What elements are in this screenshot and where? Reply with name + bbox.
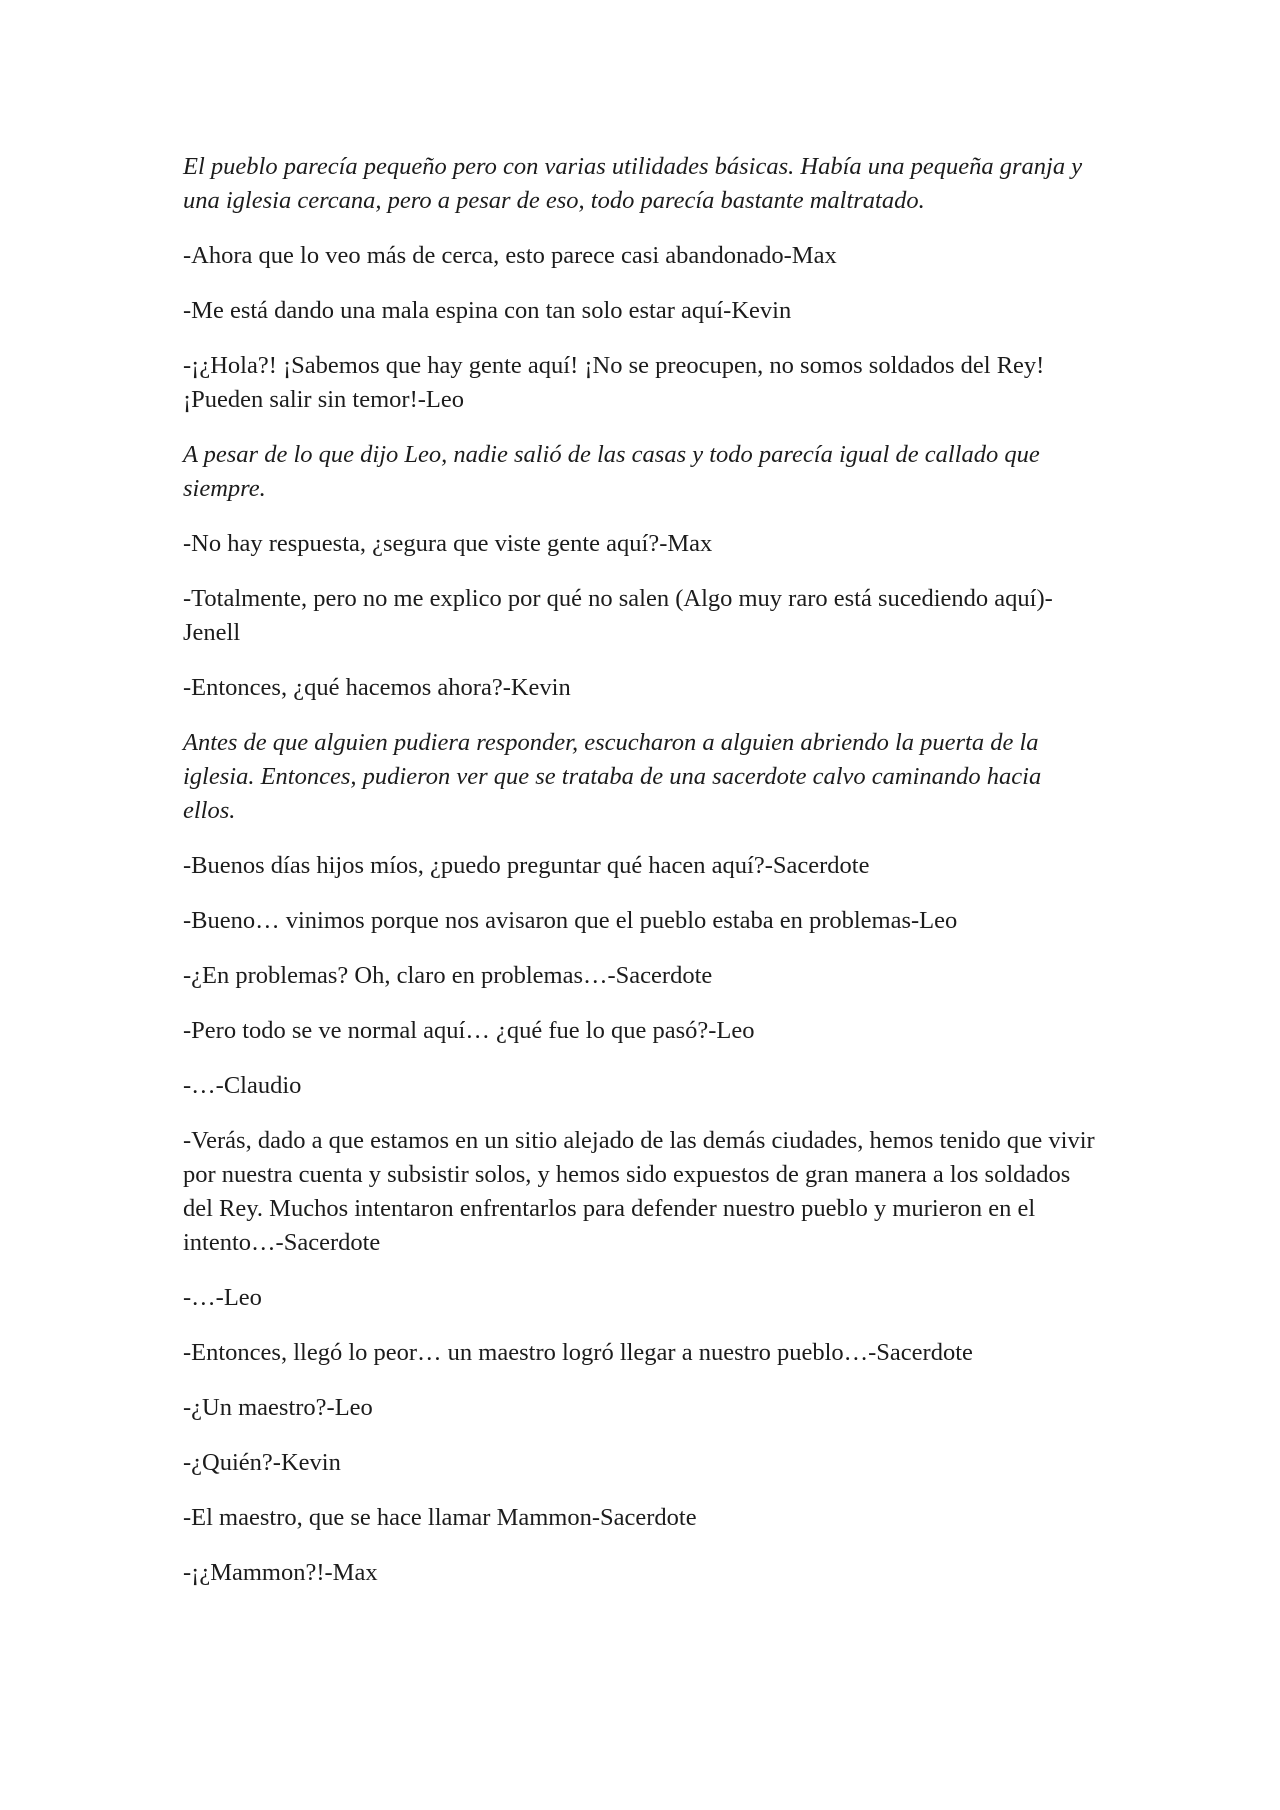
- narration-paragraph: El pueblo parecía pequeño pero con varias utilidades básicas. Había una pequeña granja y una iglesia cercana, pero a pesar de eso, todo parecía bastante maltratado.: [183, 153, 1083, 214]
- dialogue-line-sacerdote: -Buenos días hijos míos, ¿puedo preguntar qué hacen aquí?-Sacerdote: [183, 852, 870, 879]
- dialogue-line-sacerdote: -Verás, dado a que estamos en un sitio alejado de las demás ciudades, hemos tenido que vivir por nuestra cuenta y subsistir solos, y hemos sido expuestos de gran manera a los soldados del Rey. Muchos intentaron enfrentarlos para defender nuestro pueblo y murieron en el intento…-Sacerdote: [183, 1127, 1095, 1256]
- dialogue-line-leo: -…-Leo: [183, 1284, 262, 1311]
- dialogue-line-max: -No hay respuesta, ¿segura que viste gente aquí?-Max: [183, 530, 713, 557]
- dialogue-line-sacerdote: -¿En problemas? Oh, claro en problemas…-Sacerdote: [183, 962, 713, 989]
- dialogue-line-leo: -Bueno… vinimos porque nos avisaron que el pueblo estaba en problemas-Leo: [183, 907, 958, 934]
- dialogue-line-sacerdote: -Entonces, llegó lo peor… un maestro logró llegar a nuestro pueblo…-Sacerdote: [183, 1339, 973, 1366]
- dialogue-line-kevin: -¿Quién?-Kevin: [183, 1449, 341, 1476]
- dialogue-line-kevin: -Entonces, ¿qué hacemos ahora?-Kevin: [183, 674, 571, 701]
- dialogue-line-claudio: -…-Claudio: [183, 1072, 302, 1099]
- dialogue-line-sacerdote: -El maestro, que se hace llamar Mammon-Sacerdote: [183, 1504, 697, 1531]
- dialogue-line-leo: -Pero todo se ve normal aquí… ¿qué fue lo que pasó?-Leo: [183, 1017, 755, 1044]
- dialogue-line-leo: -¡¿Hola?! ¡Sabemos que hay gente aquí! ¡No se preocupen, no somos soldados del Rey! ¡Pueden salir sin temor!-Leo: [183, 352, 1045, 413]
- narration-paragraph: Antes de que alguien pudiera responder, escucharon a alguien abriendo la puerta de la iglesia. Entonces, pudieron ver que se trataba de una sacerdote calvo caminando hacia ellos.: [183, 729, 1042, 824]
- dialogue-line-max: -Ahora que lo veo más de cerca, esto parece casi abandonado-Max: [183, 242, 837, 269]
- dialogue-line-leo: -¿Un maestro?-Leo: [183, 1394, 373, 1421]
- dialogue-line-max: -¡¿Mammon?!-Max: [183, 1559, 378, 1586]
- narration-paragraph: A pesar de lo que dijo Leo, nadie salió de las casas y todo parecía igual de callado que siempre.: [183, 441, 1040, 502]
- dialogue-line-kevin: -Me está dando una mala espina con tan solo estar aquí-Kevin: [183, 297, 792, 324]
- dialogue-line-jenell: -Totalmente, pero no me explico por qué no salen (Algo muy raro está sucediendo aquí)-Jenell: [183, 585, 1053, 646]
